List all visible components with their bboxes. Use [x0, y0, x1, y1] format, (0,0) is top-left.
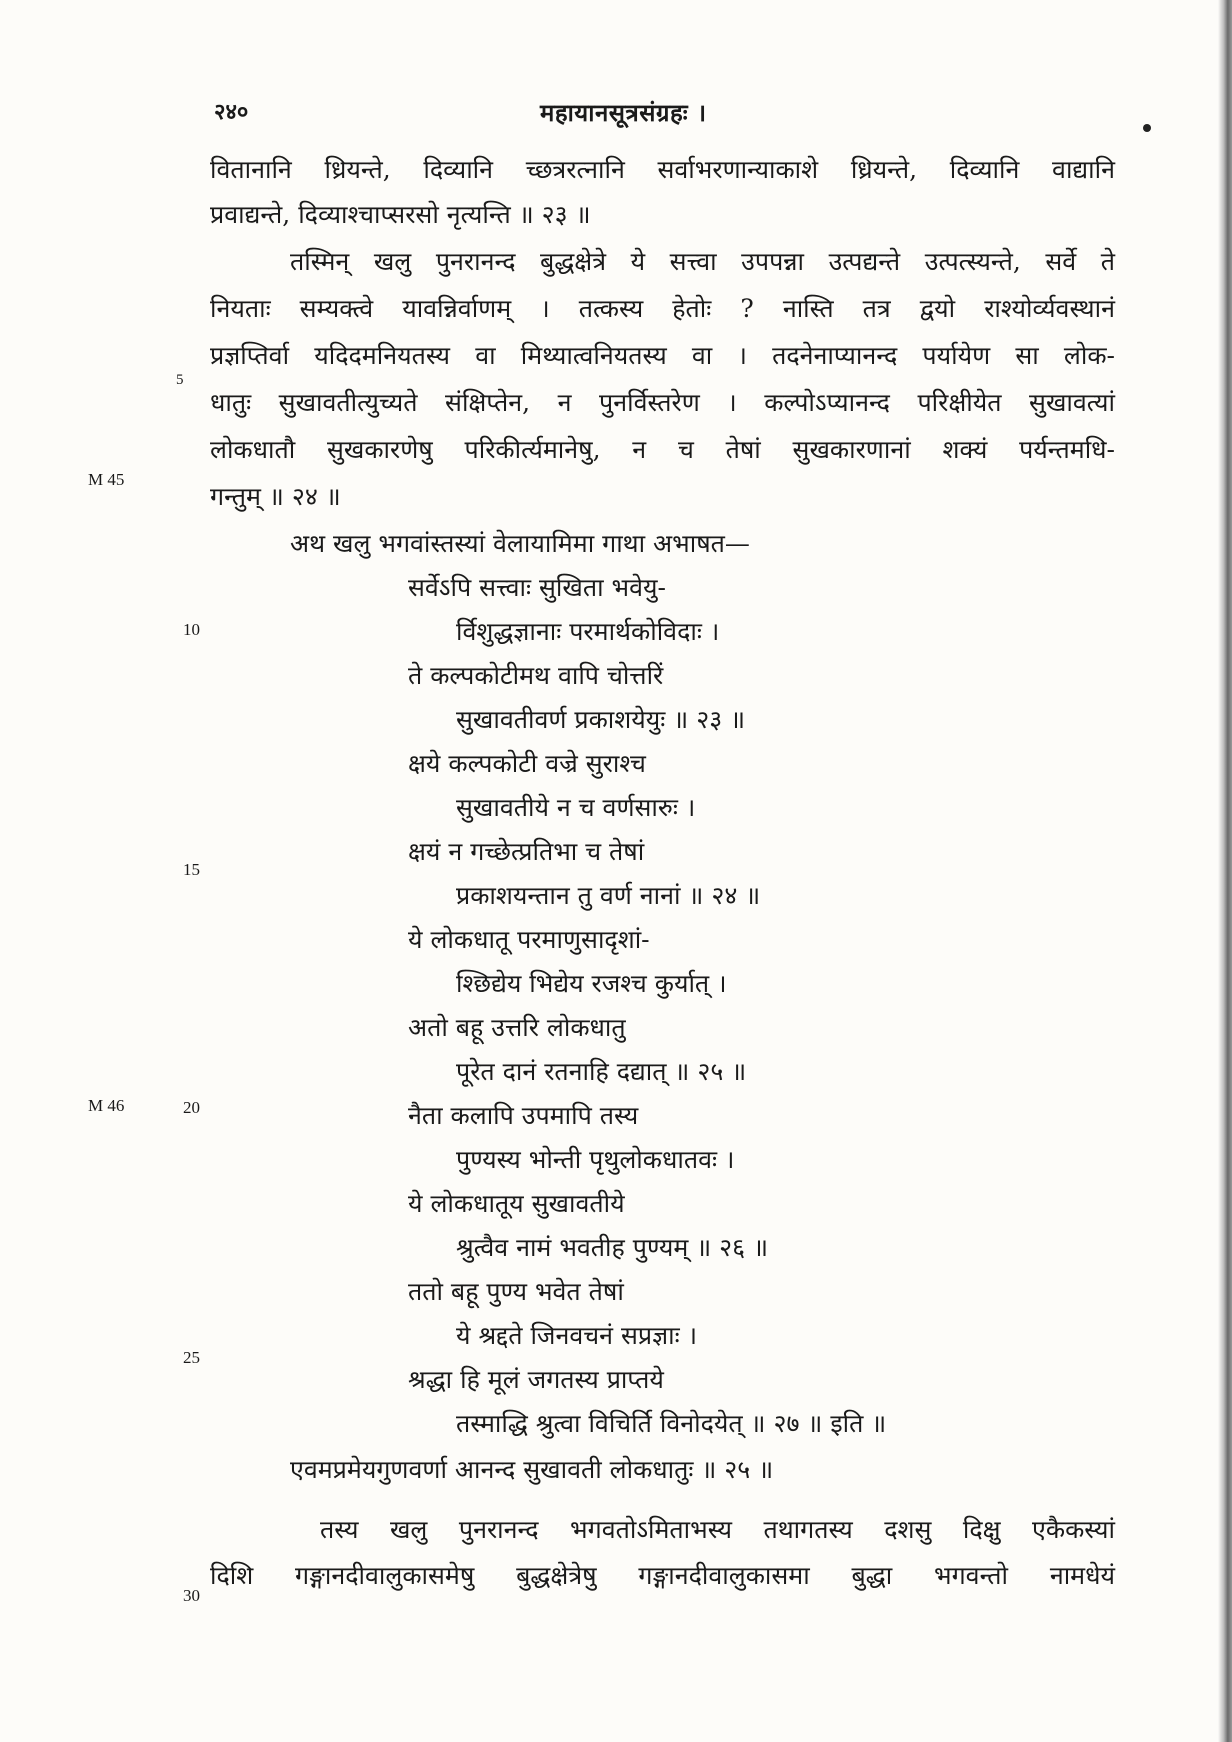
line-number-10: 10: [183, 620, 200, 639]
page-number: २४०: [214, 99, 249, 125]
text-line: प्रवाद्यन्ते, दिव्याश्चाप्सरसो नृत्यन्ति ॥ २३ ॥: [210, 200, 591, 229]
text-line: वितानानि ध्रियन्ते, दिव्यानि च्छत्ररत्नानि सर्वाभरणान्याकाशे ध्रियन्ते, दिव्यानि वाद्यानि: [210, 155, 1115, 184]
text-line: गन्तुम् ॥ २४ ॥: [210, 482, 341, 511]
verse-line: क्षयं न गच्छेत्प्रतिभा च तेषां: [408, 837, 645, 866]
text-line: प्रज्ञप्तिर्वा यदिदमनियतस्य वा मिथ्यात्वनियतस्य वा । तदनेनाप्यानन्द पर्यायेण सा लोक-: [210, 341, 1115, 370]
line-number-30: 30: [183, 1586, 200, 1605]
verse-line: सुखावतीये न च वर्णसारुः ।: [456, 793, 696, 822]
line-number-5: 5: [176, 372, 184, 388]
text-line: दिशि गङ्गानदीवालुकासमेषु बुद्धक्षेत्रेषु गङ्गानदीवालुकासमा बुद्धा भगवन्तो नामधेयं: [210, 1561, 1115, 1590]
verse-line: श्रुत्वैव नामं भवतीह पुण्यम् ॥ २६ ॥: [456, 1233, 769, 1262]
text-line: धातुः सुखावतीत्युच्यते संक्षिप्तेन, न पुनर्विस्तरेण । कल्पोऽप्यानन्द परिक्षीयेत सुखावत्यां: [210, 388, 1115, 417]
verse-line: सुखावतीवर्ण प्रकाशयेयुः ॥ २३ ॥: [456, 705, 746, 734]
text-line: नियताः सम्यक्त्वे यावन्निर्वाणम् । तत्कस्य हेतोः ? नास्ति तत्र द्वयो राश्योर्व्यवस्थानं: [210, 294, 1115, 323]
running-title: महायानसूत्रसंग्रहः ।: [540, 98, 707, 127]
page-header: [0, 96, 1232, 136]
verse-line: ये लोकधातूय सुखावतीये: [408, 1189, 625, 1218]
verse-line: क्षये कल्पकोटी वज्रे सुराश्च: [408, 749, 646, 778]
verse-line: तस्माद्धि श्रुत्वा विचिर्ति विनोदयेत् ॥ २७ ॥ इति ॥: [456, 1409, 887, 1438]
text-line: तस्मिन् खलु पुनरानन्द बुद्धक्षेत्रे ये सत्त्वा उपपन्ना उत्पद्यन्ते उत्पत्स्यन्ते, सर्वे ते: [290, 247, 1115, 276]
verse-line: ये श्रद्दते जिनवचनं सप्रज्ञाः ।: [456, 1321, 698, 1350]
verse-line: सर्वेऽपि सत्त्वाः सुखिता भवेयु-: [408, 573, 666, 602]
verse-line: पुण्यस्य भोन्ती पृथुलोकधातवः ।: [456, 1145, 735, 1174]
text-line: अथ खलु भगवांस्तस्यां वेलायामिमा गाथा अभाषत—: [290, 529, 750, 558]
manuscript-marker-m46: M 46: [88, 1096, 125, 1115]
verse-line: र्विशुद्धज्ञानाः परमार्थकोविदाः ।: [456, 617, 720, 646]
verse-line: प्रकाशयन्तान तु वर्ण नानां ॥ २४ ॥: [456, 881, 761, 910]
verse-line: श्रद्धा हि मूलं जगतस्य प्राप्तये: [408, 1365, 664, 1394]
text-line: तस्य खलु पुनरानन्द भगवतोऽमिताभस्य तथागतस्य दशसु दिक्षु एकैकस्यां: [320, 1515, 1115, 1544]
verse-line: ते कल्पकोटीमथ वापि चोत्तरिं: [408, 661, 664, 690]
verse-line: ये लोकधातू परमाणुसादृशां-: [408, 925, 650, 954]
verse-line: श्छिद्येय भिद्येय रजश्च कुर्यात् ।: [456, 969, 727, 998]
text-line: लोकधातौ सुखकारणेषु परिकीर्त्यमानेषु, न च तेषां सुखकारणानां शक्यं पर्यन्तमधि-: [210, 435, 1115, 464]
verse-line: ततो बहू पुण्य भवेत तेषां: [408, 1277, 624, 1306]
line-number-25: 25: [183, 1348, 200, 1367]
line-number-20: 20: [183, 1098, 200, 1117]
manuscript-marker-m45: M 45: [88, 470, 125, 489]
page-binding-edge: [1218, 0, 1232, 1742]
verse-line: अतो बहू उत्तरि लोकधातु: [408, 1013, 626, 1042]
verse-line: नैता कलापि उपमापि तस्य: [408, 1101, 639, 1130]
line-number-15: 15: [183, 860, 200, 879]
verse-line: पूरेत दानं रतनाहि दद्यात् ॥ २५ ॥: [456, 1057, 747, 1086]
text-line: एवमप्रमेयगुणवर्णा आनन्द सुखावती लोकधातुः ॥ २५ ॥: [290, 1455, 774, 1484]
